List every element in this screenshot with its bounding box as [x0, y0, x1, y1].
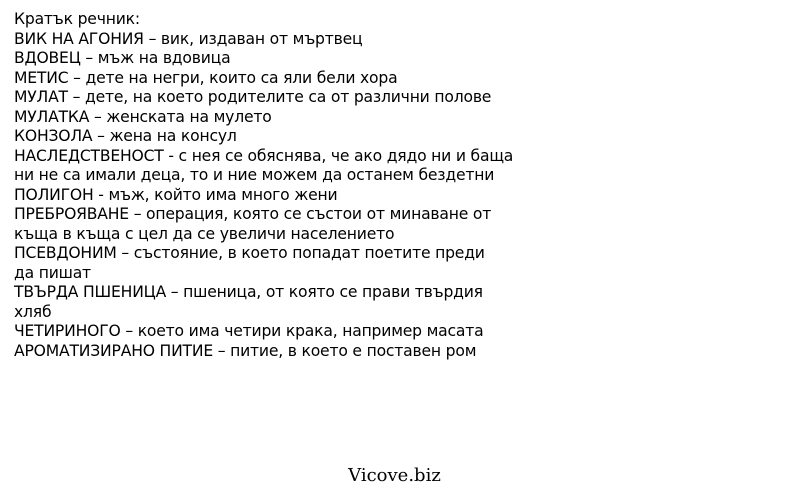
definition-line: ВДОВЕЦ – мъж на вдовица — [14, 49, 231, 67]
definition-line: ПОЛИГОН - мъж, който има много жени — [14, 185, 338, 204]
source-watermark: Vicove.biz — [348, 465, 441, 486]
definition-line: МУЛАТ – дете, на което родителите са от различни полове — [14, 88, 492, 106]
definition-line: АРОМАТИЗИРАНО ПИТИЕ – питие, в което е поставен ром — [14, 341, 477, 360]
definition-line: ПСЕВДОНИМ – състояние, в което попадат поетите преди — [14, 244, 485, 262]
definition-line: НАСЛЕДСТВЕНОСТ - с нея се обяснява, че ако дядо ни и баща — [14, 146, 514, 165]
definition-line: ПРЕБРОЯВАНЕ – операция, която се състои от минаване от — [14, 205, 492, 223]
document-body — [14, 10, 784, 361]
definition-line: да пишат — [14, 263, 91, 282]
definition-line: ВИК НА АГОНИЯ – вик, издаван от мъртвец — [14, 29, 363, 48]
definition-line: ЧЕТИРИНОГО – което има четири крака, например масата — [14, 322, 484, 340]
definition-line: МУЛАТКА – женската на мулето — [14, 107, 272, 126]
definition-line: КОНЗОЛА – жена на консул — [14, 127, 237, 145]
definition-line: хляб — [14, 302, 52, 321]
definition-line: къща в къща с цел да се увеличи населението — [14, 224, 395, 243]
definition-line: ТВЪРДА ПШЕНИЦА – пшеница, от която се прави твърдия — [14, 283, 483, 301]
definition-line: МЕТИС – дете на негри, които са яли бели хора — [14, 68, 398, 87]
document-heading: Кратък речник: — [14, 10, 140, 28]
definition-line: ни не са имали деца, то и ние можем да останем бездетни — [14, 166, 495, 184]
